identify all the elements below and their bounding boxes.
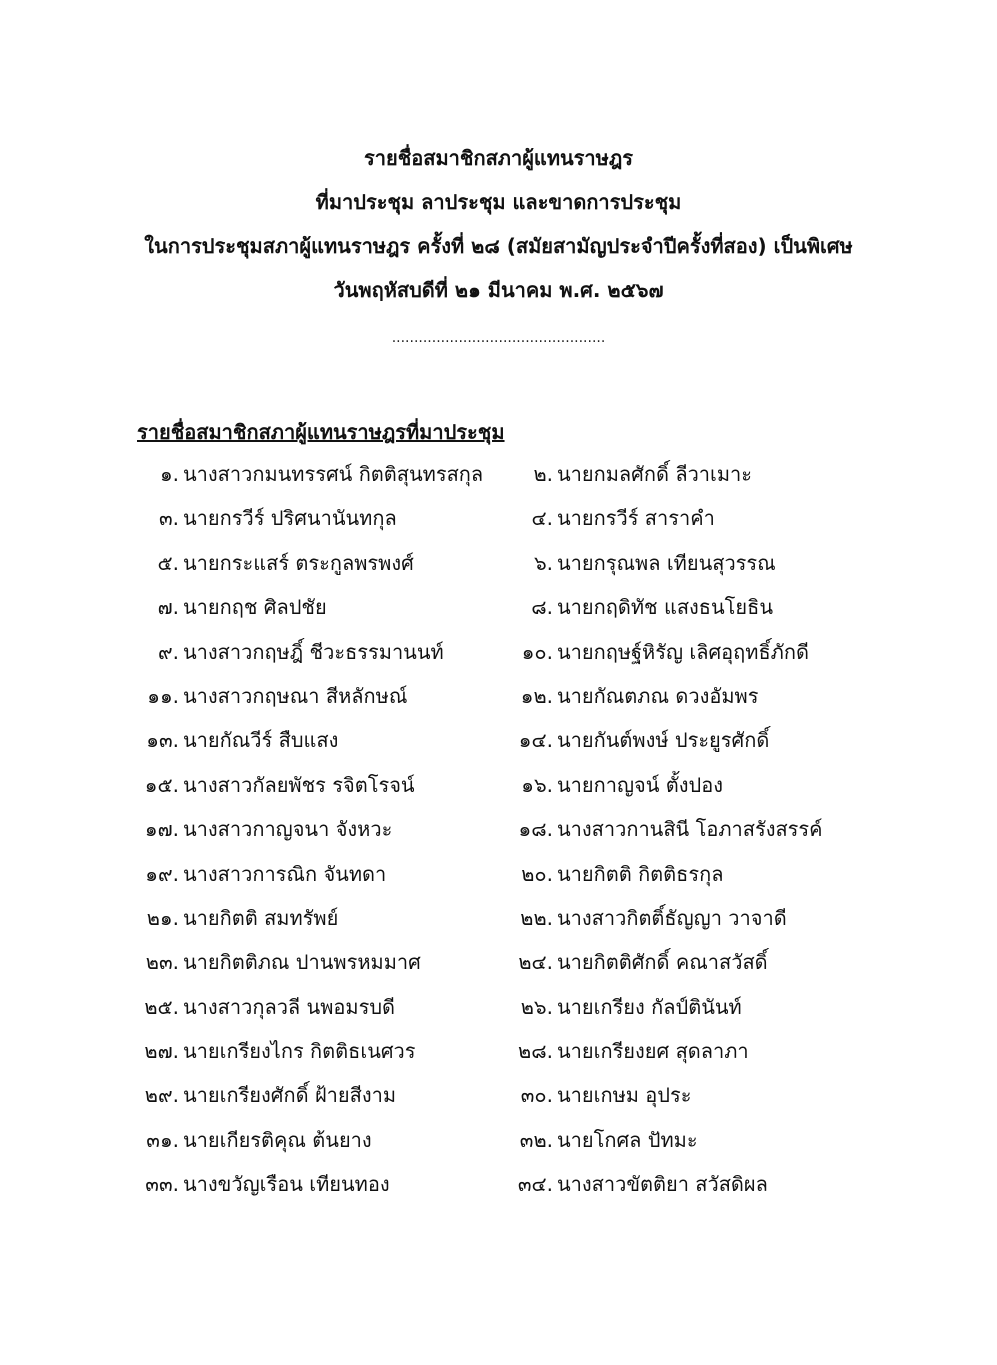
member-row — [0, 771, 997, 815]
dotted-divider: ................................................ — [391, 330, 606, 346]
member-row — [0, 815, 997, 859]
member-item — [137, 682, 407, 710]
member-name: นางสาวกมนทรรศน์ กิตติสุนทรสกุล — [183, 462, 484, 486]
member-number: ๒๒. — [520, 905, 553, 930]
member-number: ๑๑. — [147, 683, 179, 708]
member-item — [511, 726, 769, 754]
member-name: นายกิตติ สมทรัพย์ — [183, 905, 339, 930]
member-item — [137, 460, 483, 488]
member-number: ๓๑. — [146, 1127, 179, 1152]
member-number: ๓๐. — [520, 1083, 553, 1108]
member-row — [0, 948, 997, 992]
member-name: นายเกษม อุประ — [557, 1083, 692, 1108]
member-item — [137, 815, 392, 843]
member-item — [137, 1170, 390, 1198]
member-row — [0, 993, 997, 1037]
member-item — [511, 549, 776, 577]
member-item — [511, 460, 752, 488]
member-number: ๑๙. — [145, 861, 179, 886]
member-row — [0, 1170, 997, 1214]
member-name: นายกฤษฐ์หิรัญ เลิศอุฤทธิ์ภักดี — [557, 639, 809, 664]
member-number: ๒๘. — [518, 1039, 553, 1064]
member-item — [511, 504, 715, 532]
member-name: นางสาวกัลยพัชร รจิตโรจน์ — [183, 772, 415, 797]
member-name: นายเกรียงไกร กิตติธเนศวร — [183, 1039, 416, 1064]
member-name: นายกฤช ศิลปชัย — [183, 595, 327, 620]
member-number: ๑๓. — [146, 728, 179, 753]
member-name: นางสาวกาญจนา จังหวะ — [183, 817, 393, 842]
member-name: นางสาวกฤษณา สีหลักษณ์ — [183, 683, 408, 708]
member-item — [137, 638, 444, 666]
member-name: นายเกรียง กัลป์ตินันท์ — [557, 994, 742, 1019]
member-item — [511, 815, 823, 843]
member-item — [511, 771, 723, 799]
member-item — [137, 549, 414, 577]
member-row — [0, 726, 997, 770]
member-name: นายกมลศักดิ์ ลีวาเมาะ — [557, 462, 753, 486]
member-row — [0, 1081, 997, 1125]
member-item — [511, 1126, 698, 1154]
member-name: นายกาญจน์ ตั้งปอง — [557, 772, 723, 797]
member-name: นายกระแสร์ ตระกูลพรพงศ์ — [183, 550, 414, 575]
member-number: ๓๔. — [517, 1172, 553, 1197]
member-name: นายกิตติ กิตติธรกุล — [557, 861, 724, 886]
member-number: ๑๖. — [521, 772, 553, 797]
member-row — [0, 860, 997, 904]
member-item — [137, 1081, 396, 1109]
member-row — [0, 549, 997, 593]
member-number: ๓. — [158, 506, 179, 531]
member-number: ๓๓. — [145, 1172, 179, 1197]
member-row — [0, 504, 997, 548]
member-number: ๔. — [531, 506, 553, 531]
title-line-2: ที่มาประชุม ลาประชุม และขาดการประชุม — [315, 190, 682, 214]
member-number: ๑. — [159, 462, 179, 486]
member-item — [511, 1037, 749, 1065]
member-item — [511, 1170, 768, 1198]
member-name: นายกิตติภณ ปานพรหมมาศ — [183, 950, 421, 975]
member-item — [137, 1126, 372, 1154]
title-line-4: วันพฤหัสบดีที่ ๒๑ มีนาคม พ.ศ. ๒๕๖๗ — [333, 278, 664, 302]
member-number: ๑๔. — [518, 728, 553, 753]
member-item — [137, 948, 421, 976]
member-name: นายกัณวีร์ สืบแสง — [183, 728, 339, 753]
member-name: นายกัณตภณ ดวงอัมพร — [557, 683, 759, 708]
member-name: นายกิตติศักดิ์ คณาสวัสดิ์ — [557, 950, 768, 975]
member-item — [511, 993, 742, 1021]
member-name: นางสาวการณิก จันทดา — [183, 861, 387, 886]
member-list — [0, 460, 997, 1215]
member-number: ๒๙. — [144, 1083, 179, 1108]
member-name: นายเกียรติคุณ ต้นยาง — [183, 1127, 372, 1152]
member-number: ๑๗. — [144, 817, 179, 842]
member-name: นายเกรียงยศ สุดลาภา — [557, 1039, 749, 1064]
member-number: ๕. — [157, 550, 179, 575]
member-number: ๑๘. — [518, 817, 553, 842]
member-number: ๒๗. — [144, 1039, 179, 1064]
member-name: นายกฤดิทัช แสงธนโยธิน — [557, 595, 774, 620]
title-line-3: ในการประชุมสภาผู้แทนราษฎร ครั้งที่ ๒๘ (สมัยสามัญประจำปีครั้งที่สอง) เป็นพิเศษ — [144, 234, 853, 258]
member-number: ๒๕. — [144, 994, 179, 1019]
member-name: นายกันต์พงษ์ ประยูรศักดิ์ — [557, 728, 770, 753]
member-item — [511, 948, 768, 976]
member-number: ๗. — [157, 595, 179, 620]
member-item — [137, 860, 386, 888]
member-number: ๖. — [533, 550, 553, 575]
member-number: ๒๑. — [146, 905, 179, 930]
member-number: ๒๐. — [521, 861, 553, 886]
member-row — [0, 682, 997, 726]
member-number: ๑๒. — [520, 683, 553, 708]
member-name: นางสาวขัตติยา สวัสดิผล — [557, 1172, 768, 1197]
member-number: ๘. — [531, 595, 553, 620]
member-name: นางสาวกิตติ์ธัญญา วาจาดี — [557, 905, 787, 930]
member-row — [0, 638, 997, 682]
member-item — [511, 904, 787, 932]
title-line-1: รายชื่อสมาชิกสภาผู้แทนราษฎร — [364, 146, 633, 170]
member-row — [0, 460, 997, 504]
member-item — [511, 1081, 691, 1109]
member-item — [511, 593, 773, 621]
member-item — [137, 726, 338, 754]
member-name: นายกรวีร์ ปริศนานันทกุล — [183, 506, 397, 531]
member-name: นางสาวกฤษฎิ์ ชีวะธรรมานนท์ — [183, 639, 444, 664]
member-item — [511, 638, 809, 666]
member-item — [137, 593, 327, 621]
member-item — [137, 904, 338, 932]
member-row — [0, 904, 997, 948]
member-name: นายเกรียงศักดิ์ ฝ้ายสีงาม — [183, 1083, 396, 1108]
member-item — [137, 771, 415, 799]
member-item — [511, 860, 723, 888]
member-row — [0, 1126, 997, 1170]
document-title — [0, 146, 997, 322]
member-row — [0, 1037, 997, 1081]
member-number: ๒๔. — [518, 950, 553, 975]
member-name: นายกรุณพล เทียนสุวรรณ — [557, 550, 776, 575]
section-heading: รายชื่อสมาชิกสภาผู้แทนราษฎรที่มาประชุม — [137, 420, 505, 444]
member-number: ๒. — [533, 462, 553, 486]
member-number: ๒๖. — [520, 994, 553, 1019]
member-item — [137, 504, 397, 532]
member-name: นางสาวกุลวลี นพอมรบดี — [183, 994, 396, 1019]
member-number: ๒๓. — [145, 950, 179, 975]
member-number: ๙. — [157, 639, 179, 664]
member-item — [511, 682, 758, 710]
member-number: ๓๒. — [519, 1127, 553, 1152]
member-item — [137, 993, 395, 1021]
member-name: นางขวัญเรือน เทียนทอง — [183, 1172, 390, 1197]
member-row — [0, 593, 997, 637]
member-name: นายโกศล ปัทมะ — [557, 1127, 698, 1152]
member-number: ๑๕. — [144, 772, 179, 797]
member-number: ๑๐. — [521, 639, 553, 664]
member-item — [137, 1037, 416, 1065]
member-name: นายกรวีร์ สาราคำ — [557, 506, 715, 531]
member-name: นางสาวกานสินี โอภาสรังสรรค์ — [557, 817, 823, 842]
